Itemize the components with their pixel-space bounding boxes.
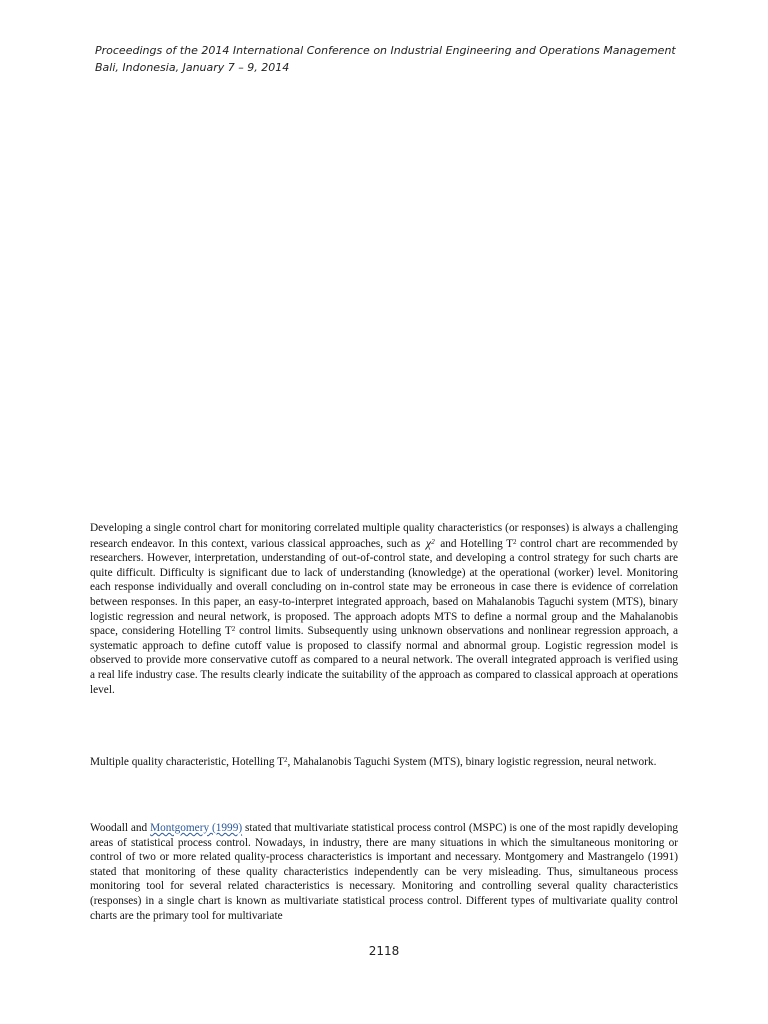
abstract-text-part: control limits. Subsequently using unknown observations and nonlinear regression approach, a systematic approach to define cutoff value is proposed to classify normal and abnormal group. Logistic regression model is observed to provide more conservative cutoff as compared to a neural network. The overall integrated approach is verified using a real life industry case. The results clearly indicate the suitability of the approach as compared to classical approach at operations level.: [90, 625, 678, 696]
introduction-section: [90, 821, 678, 923]
conference-title: Proceedings of the 2014 International Conference on Industrial Engineering and Operations Management: [95, 44, 676, 57]
superscript: 2: [513, 537, 517, 546]
abstract-section: [90, 521, 678, 697]
introduction-paragraph: Woodall and Montgomery (1999) stated that multivariate statistical process control (MSPC) is one of the most rapidly developing areas of statistical process control. Nowadays, in industry, there are many situations in which the simultaneous monitoring or control of two or more related quality-process characteristics is important and necessary. Montgomery and Mastrangelo (1991) stated that monitoring of these quality characteristics independently can be very misleading. Thus, simultaneous process monitoring tool for several related characteristics is necessary. Monitoring and controlling several quality characteristics (responses) in a single chart is known as multivariate statistical process control. Different types of multivariate quality control charts are the primary tool for multivariate: [90, 822, 678, 922]
abstract-text-part: Developing a single control chart for monitoring correlated multiple quality characteristics (or responses) is always a challenging research endeavor. In this context, various classical approaches, such as: [90, 522, 678, 550]
conference-header: [95, 42, 715, 76]
superscript: 2: [283, 756, 288, 764]
page-number: 2118: [368, 944, 400, 958]
chi-square-symbol: $\chi^2$: [425, 535, 435, 550]
keywords-section: [90, 755, 678, 770]
conference-location-date: Bali, Indonesia, January 7 – 9, 2014: [95, 61, 290, 74]
superscript: 2: [231, 625, 236, 634]
keywords-paragraph: Multiple quality characteristic, Hotelling $T^2$, Mahalanobis Taguchi System (MTS), binary logistic regression, neural network.: [90, 756, 657, 768]
abstract-text-part: control chart are recommended by researchers. However, interpretation, understanding of out-of-control state, and developing a control strategy for such charts are quite difficult. Difficulty is significant due to lack of understanding (knowledge) at the operational (worker) level. Monitoring each response individually and overall concluding on in-control state may be erroneous in case there is evidence of correlation between responses. In this paper, an easy-to-interpret integrated approach, based on Mahalanobis Taguchi system (MTS), binary logistic regression and neural network, is proposed. The approach adopts MTS to define a normal group and the Mahalanobis space, considering Hotelling T: [90, 537, 678, 638]
abstract-text-part: and Hotelling T: [436, 537, 514, 550]
abstract-paragraph: [90, 521, 678, 697]
citation-link[interactable]: Montgomery (1999): [150, 822, 243, 834]
